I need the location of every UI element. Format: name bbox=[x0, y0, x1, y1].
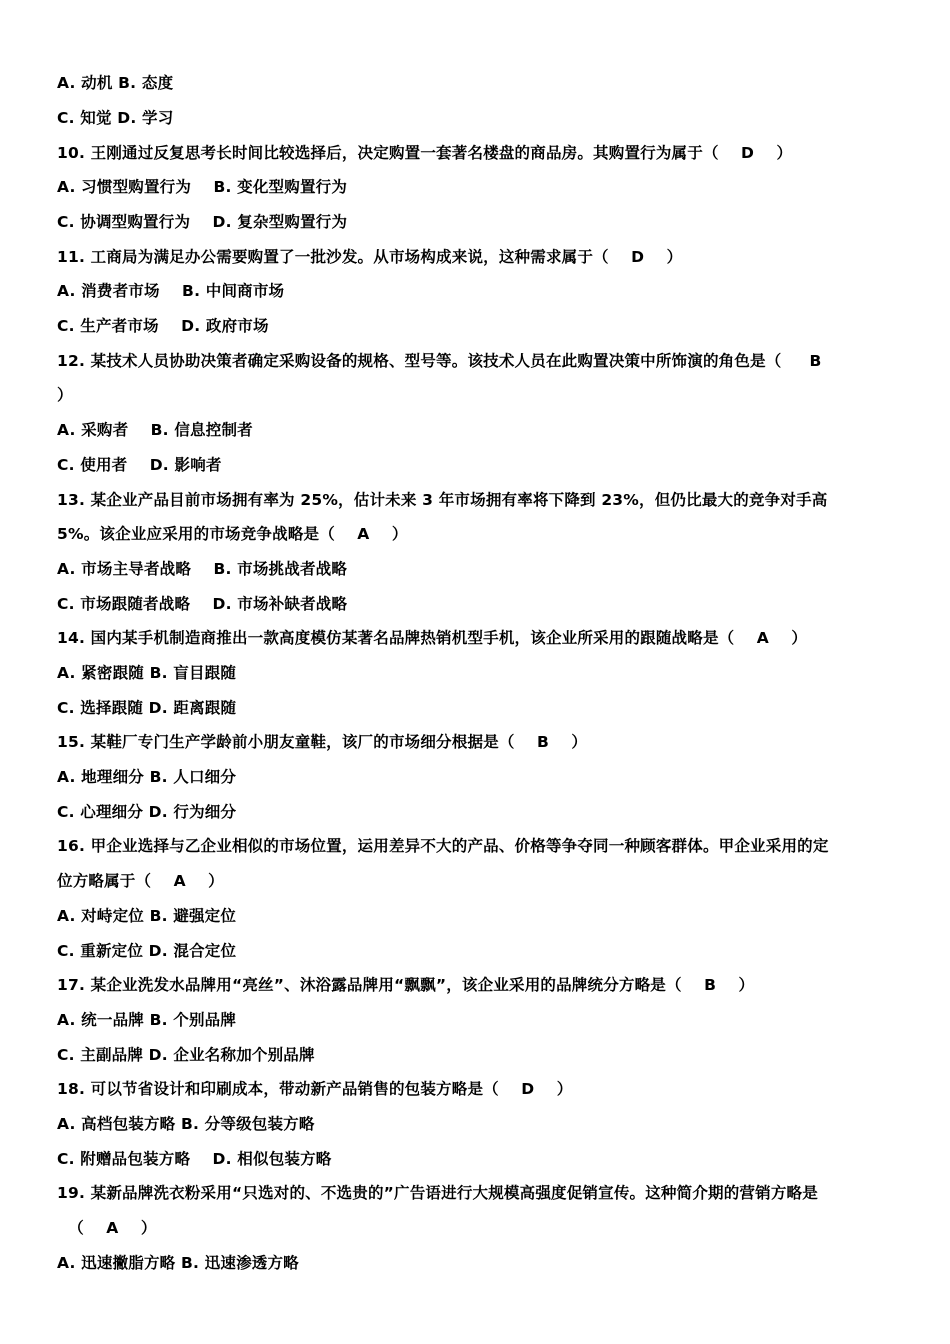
text-line: A. 紧密跟随 B. 盲目跟随 bbox=[57, 664, 237, 682]
question-18: 18. 可以节省设计和印刷成本，带动新产品销售的包装方略是（ D ） bbox=[57, 1080, 573, 1098]
text-line: A. 地理细分 B. 人口细分 bbox=[57, 768, 237, 786]
text-line: C. 使用者 D. 影响者 bbox=[57, 456, 222, 474]
question-10: 10. 王刚通过反复思考长时间比较选择后，决定购置一套著名楼盘的商品房。其购置行为属于（ D ） bbox=[57, 144, 793, 162]
question-14: 14. 国内某手机制造商推出一款高度模仿某著名品牌热销机型手机，该企业所采用的跟随战略是（ A ） bbox=[57, 629, 808, 647]
text-line: C. 协调型购置行为 D. 复杂型购置行为 bbox=[57, 213, 348, 231]
question-12: 12. 某技术人员协助决策者确定采购设备的规格、型号等。该技术人员在此购置决策中所饰演的角色是（ B bbox=[57, 352, 822, 370]
text-line: A. 习惯型购置行为 B. 变化型购置行为 bbox=[57, 178, 348, 196]
text-line: C. 心理细分 D. 行为细分 bbox=[57, 803, 237, 821]
text-line: （ A ） bbox=[57, 1219, 157, 1237]
text-line: A. 高档包装方略 B. 分等级包装方略 bbox=[57, 1115, 315, 1133]
text-line: A. 统一品牌 B. 个别品牌 bbox=[57, 1011, 237, 1029]
text-line: A. 迅速撇脂方略 B. 迅速渗透方略 bbox=[57, 1254, 299, 1272]
text-line: ） bbox=[57, 386, 73, 404]
text-line: A. 消费者市场 B. 中间商市场 bbox=[57, 282, 285, 300]
question-15: 15. 某鞋厂专门生产学龄前小朋友童鞋，该厂的市场细分根据是（ B ） bbox=[57, 733, 588, 751]
text-line: A. 采购者 B. 信息控制者 bbox=[57, 421, 253, 439]
question-17: 17. 某企业洗发水品牌用“亮丝”、沐浴露品牌用“飘飘”，该企业采用的品牌统分方略是（ B ） bbox=[57, 976, 755, 994]
text-line: C. 主副品牌 D. 企业名称加个别品牌 bbox=[57, 1046, 315, 1064]
text-line: C. 市场跟随者战略 D. 市场补缺者战略 bbox=[57, 595, 348, 613]
text-line: A. 动机 B. 态度 bbox=[57, 74, 174, 92]
text-line: C. 重新定位 D. 混合定位 bbox=[57, 942, 237, 960]
text-line: C. 生产者市场 D. 政府市场 bbox=[57, 317, 269, 335]
text-line: 位方略属于（ A ） bbox=[57, 872, 224, 890]
question-13: 13. 某企业产品目前市场拥有率为 25%，估计未来 3 年市场拥有率将下降到 23%，但仍比最大的竞争对手高 bbox=[57, 491, 828, 509]
text-line: 5%。该企业应采用的市场竞争战略是（ A ） bbox=[57, 525, 408, 543]
text-line: A. 对峙定位 B. 避强定位 bbox=[57, 907, 237, 925]
question-19: 19. 某新品牌洗衣粉采用“只选对的、不选贵的”广告语进行大规模高强度促销宣传。这种简介期的营销方略是 bbox=[57, 1184, 818, 1202]
question-16: 16. 甲企业选择与乙企业相似的市场位置，运用差异不大的产品、价格等争夺同一种顾客群体。甲企业采用的定 bbox=[57, 837, 829, 855]
text-line: A. 市场主导者战略 B. 市场挑战者战略 bbox=[57, 560, 348, 578]
text-line: C. 知觉 D. 学习 bbox=[57, 109, 174, 127]
text-line: C. 附赠品包装方略 D. 相似包装方略 bbox=[57, 1150, 332, 1168]
text-line: C. 选择跟随 D. 距离跟随 bbox=[57, 699, 237, 717]
question-11: 11. 工商局为满足办公需要购置了一批沙发。从市场构成来说，这种需求属于（ D ） bbox=[57, 248, 683, 266]
